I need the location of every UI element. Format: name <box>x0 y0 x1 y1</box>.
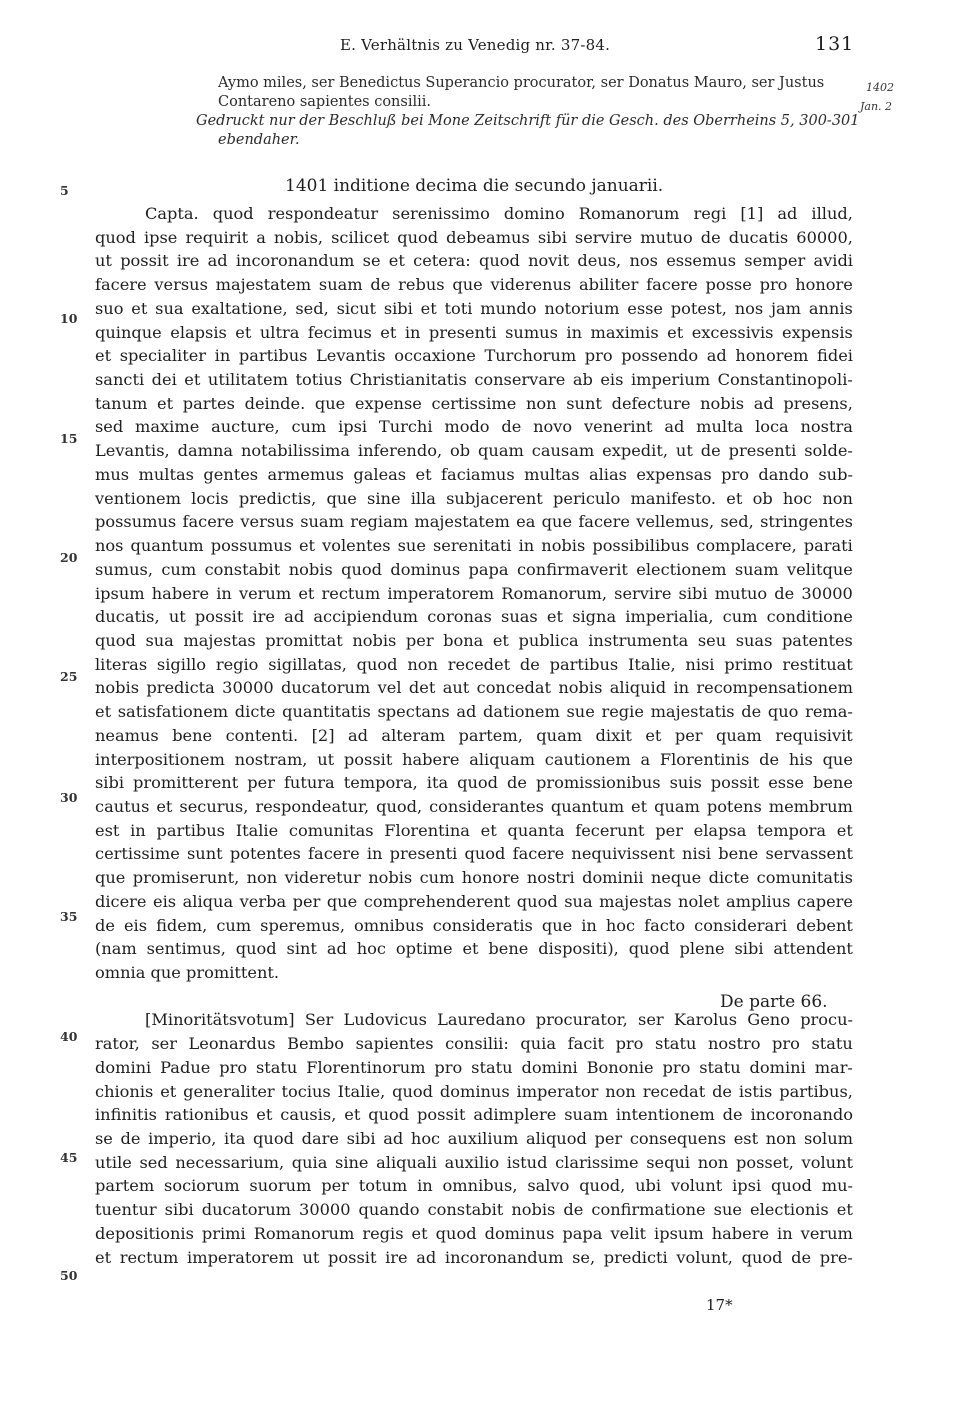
running-head: E. Verhältnis zu Venedig nr. 37-84. <box>340 36 611 54</box>
body-line: facere versus majestatem suam de rebus que viderenus abiliter facere posse pro honore <box>95 275 853 295</box>
body-line: sibi promitterent per futura tempora, ita quod de promissionibus suis possit esse bene <box>95 773 853 793</box>
body-line: est in partibus Italie comunitas Florentina et quanta fecerunt per elapsa tempora et <box>95 820 853 840</box>
body-line: ducatis, ut possit ire ad accipiendum coronas suas et signa imperialia, cum conditione <box>95 607 853 627</box>
line-number: 50 <box>60 1268 78 1283</box>
intro-block <box>196 74 860 150</box>
page-number: 131 <box>815 33 855 55</box>
body-line: Capta. quod respondeatur serenissimo domino Romanorum regi [1] ad illud, <box>145 204 853 223</box>
body2-line: chionis et generaliter tocius Italie, quod dominus imperator non recedat de istis partibus, <box>95 1081 853 1101</box>
line-number: 5 <box>60 183 69 198</box>
intro-print-note: ebendaher. <box>218 132 300 148</box>
body-text <box>95 202 853 1269</box>
body-line: possumus facere versus suam regiam majestatem ea que facere vellemus, sed, stringentes <box>95 512 853 532</box>
vote-count: De parte 66. <box>720 992 828 1012</box>
margin-date <box>860 78 894 116</box>
body-line: sancti dei et utilitatem totius Christianitatis conservare ab eis imperium Constantinopoli- <box>95 370 853 390</box>
intro-line: Aymo miles, ser Benedictus Superancio procurator, ser Donatus Mauro, ser Justus <box>218 75 825 91</box>
body-line: dicere eis aliqua verba per que comprehenderent quod sua majestas nolet amplius capere <box>95 891 853 911</box>
document-date: 1401 inditione decima die secundo januarii. <box>285 176 664 196</box>
body-line: ut possit ire ad incoronandum se et cetera: quod novit deus, nos essemus semper avidi <box>95 251 853 271</box>
body-line: mus multas gentes armemus galeas et faciamus multas alias expensas pro dando sub- <box>95 464 853 484</box>
line-number: 20 <box>60 550 78 565</box>
intro-line: Contareno sapientes consilii. <box>218 94 431 110</box>
body-line: nos quantum possumus et volentes sue serenitati in nobis possibilibus complacere, parati <box>95 536 853 556</box>
body-line: neamus bene contenti. [2] ad alteram partem, quam dixit et per quam requisivit <box>95 725 853 745</box>
body-line: et satisfationem dicte quantitatis spectans ad dationem sue regie majestatis de quo rema- <box>95 702 853 722</box>
body-line: sumus, cum constabit nobis quod dominus papa confirmaverit electionem suam velitque <box>95 559 853 579</box>
body2-line: rator, ser Leonardus Bembo sapientes consilii: quia facit pro statu nostro pro statu <box>95 1034 853 1054</box>
body2-line: utile sed necessarium, quia sine aliquali auxilio istud clarissime sequi non posset, volunt <box>95 1152 853 1172</box>
body-line: nobis predicta 30000 ducatorum vel det aut concedat nobis aliquid in recompensationem <box>95 678 853 698</box>
body-line: (nam sentimus, quod sint ad hoc optime et bene dispositi), quod plene sibi attendent <box>95 939 853 959</box>
margin-month: Jan. 2 <box>860 100 893 113</box>
body-line: literas sigillo regio sigillatas, quod non recedet de partibus Italie, nisi primo restituat <box>95 654 853 674</box>
body2-line: partem sociorum suorum per totum in omnibus, salvo quod, ubi volunt ipsi quod mu- <box>95 1176 853 1196</box>
intro-print-note: Gedruckt nur der Beschluß bei Mone Zeitschrift für die Gesch. des Oberrheins 5, 300-301 <box>196 113 860 129</box>
line-number: 45 <box>60 1150 78 1165</box>
margin-year: 1402 <box>866 81 894 94</box>
body-line: de eis fidem, cum speremus, omnibus consideratis que in hoc facto considerari debent <box>95 915 853 935</box>
body-line: et specialiter in partibus Levantis occaxione Turchorum pro possendo ad honorem fidei <box>95 346 853 366</box>
page-header <box>0 33 960 62</box>
line-number: 35 <box>60 909 78 924</box>
body-line: omnia que promittent. <box>95 963 280 982</box>
body-line: quod sua majestas promittat nobis per bona et publica instrumenta seu suas patentes <box>95 630 853 650</box>
body2-line: infinitis rationibus et causis, et quod possit adimplere suam intentionem de incoronando <box>95 1105 853 1125</box>
body2-line: et rectum imperatorem ut possit ire ad incoronandum se, predicti volunt, quod de pre- <box>95 1247 853 1267</box>
body-line: Levantis, damna notabilissima inferendo, ob quam causam expedit, ut de presenti solde- <box>95 441 853 461</box>
printer-signature: 17* <box>706 1296 733 1314</box>
body2-line: tuentur sibi ducatorum 30000 quando constabit nobis de confirmatione sue electionis et <box>95 1200 853 1220</box>
line-number: 15 <box>60 431 78 446</box>
body-line: interpositionem nostram, ut possit habere aliquam cautionem a Florentinis de his que <box>95 749 853 769</box>
body2-line: [Minoritätsvotum] Ser Ludovicus Lauredano procurator, ser Karolus Geno procu- <box>145 1010 853 1030</box>
body-line: suo et sua exaltatione, sed, sicut sibi et toti mundo notorium esse potest, nos jam annis <box>95 298 853 318</box>
body-line: sed maxime aucture, cum ipsi Turchi modo de novo venerint ad multa loca nostra <box>95 417 853 437</box>
line-number: 25 <box>60 669 78 684</box>
line-number: 10 <box>60 311 78 326</box>
body-line: certissime sunt potentes facere in presenti quod facere nequivissent nisi bene servassent <box>95 844 853 864</box>
line-number: 40 <box>60 1029 78 1044</box>
body-line: tanum et partes deinde. que expense certissime non sunt defecture nobis ad presens, <box>95 393 853 413</box>
body-line: quod ipse requirit a nobis, scilicet quod debeamus sibi servire mutuo de ducatis 60000, <box>95 227 853 247</box>
body2-line: depositionis primi Romanorum regis et quod dominus papa velit ipsum habere in verum <box>95 1223 853 1243</box>
body-line: cautus et securus, respondeatur, quod, considerantes quantum et quam potens membrum <box>95 796 853 816</box>
body2-line: domini Padue pro statu Florentinorum pro statu domini Bononie pro statu domini mar- <box>95 1057 853 1077</box>
body-line: quinque elapsis et ultra fecimus et in presenti sumus in maximis et excessivis expensis <box>95 322 853 342</box>
body2-line: se de imperio, ita quod dare sibi ad hoc auxilium aliquod per consequens est non solum <box>95 1129 853 1149</box>
body-line: ventionem locis predictis, que sine illa subjacerent periculo manifesto. et ob hoc non <box>95 488 853 508</box>
body-line: ipsum habere in verum et rectum imperatorem Romanorum, servire sibi mutuo de 30000 <box>95 583 853 603</box>
body-line: que promiserunt, non videretur nobis cum honore nostri dominii neque dicte comunitatis <box>95 868 853 888</box>
line-number: 30 <box>60 790 78 805</box>
